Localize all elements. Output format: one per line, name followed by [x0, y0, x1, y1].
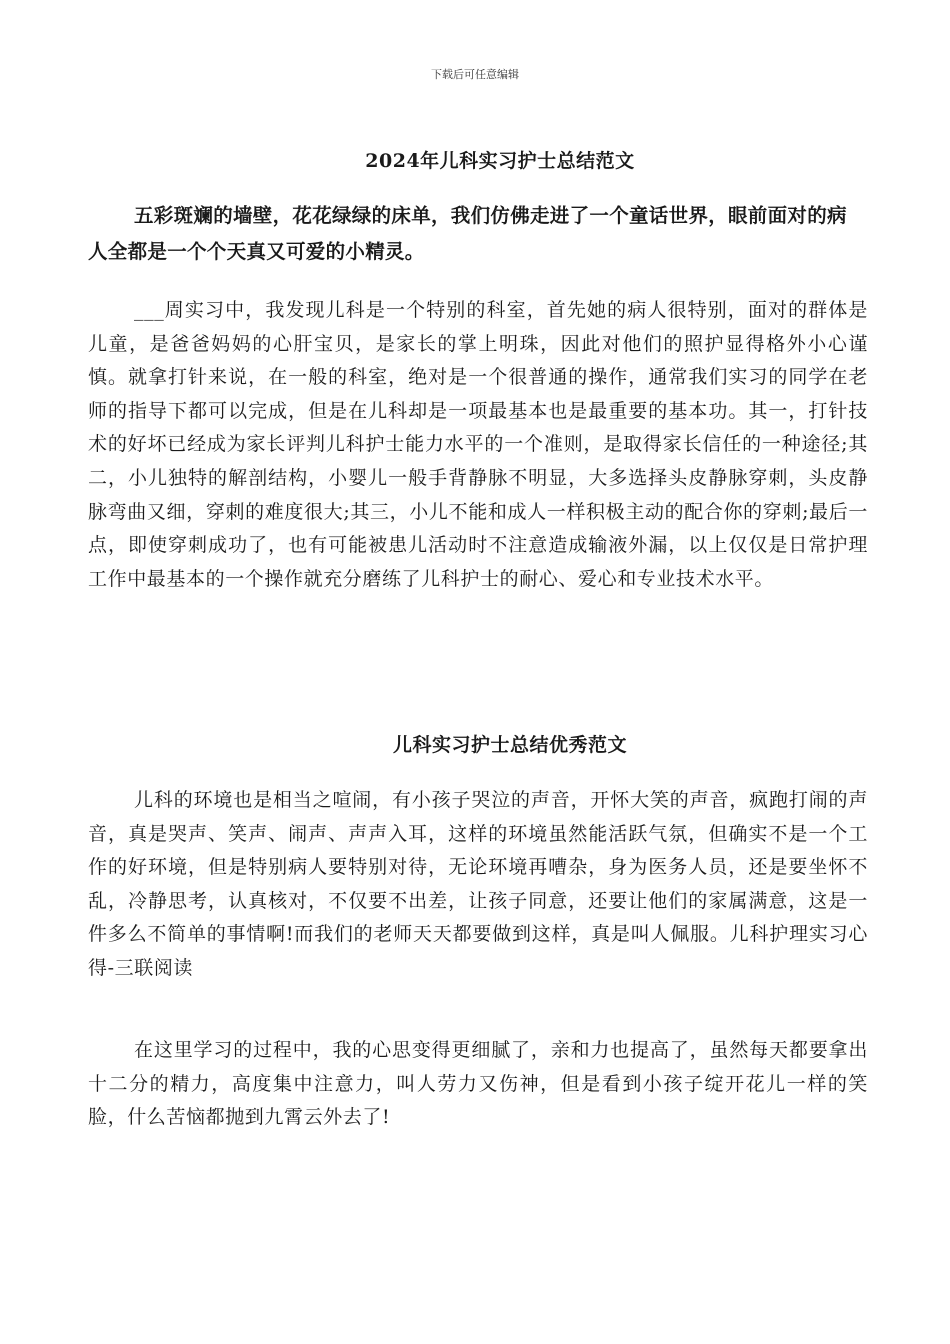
- body-paragraph-2: 儿科的环境也是相当之喧闹，有小孩子哭泣的声音，开怀大笑的声音，疯跑打闹的声音，真是哭声、笑声、闹声、声声入耳，这样的环境虽然能活跃气氛，但确实不是一个工作的好环境，但是特别病人要特别对待，无论环境再嘈杂，身为医务人员，还是要坐怀不乱，冷静思考，认真核对，不仅要不出差，让孩子同意，还要让他们的家属满意，这是一件多么不简单的事情啊!而我们的老师天天都要做到这样，真是叫人佩服。儿科护理实习心得-三联阅读: [88, 789, 868, 979]
- header-note: 下载后可任意编辑: [431, 68, 519, 81]
- document-title: 2024年儿科实习护士总结范文: [365, 150, 635, 172]
- section-subtitle: 儿科实习护士总结优秀范文: [392, 734, 627, 756]
- body-paragraph-3: 在这里学习的过程中，我的心思变得更细腻了，亲和力也提高了，虽然每天都要拿出十二分的精力，高度集中注意力，叫人劳力又伤神，但是看到小孩子绽开花儿一样的笑脸，什么苦恼都抛到九霄云外去了!: [88, 1039, 868, 1129]
- body-paragraph-1: ___周实习中，我发现儿科是一个特别的科室，首先她的病人很特别，面对的群体是儿童，是爸爸妈妈的心肝宝贝，是家长的掌上明珠，因此对他们的照护显得格外小心谨慎。就拿打针来说，在一般的科室，绝对是一个很普通的操作，通常我们实习的同学在老师的指导下都可以完成，但是在儿科却是一项最基本也是最重要的基本功。其一，打针技术的好坏已经成为家长评判儿科护士能力水平的一个准则，是取得家长信任的一种途径;其二，小儿独特的解剖结构，小婴儿一般手背静脉不明显，大多选择头皮静脉穿刺，头皮静脉弯曲又细，穿刺的难度很大;其三，小儿不能和成人一样积极主动的配合你的穿刺;最后一点，即使穿刺成功了，也有可能被患儿活动时不注意造成输液外漏，以上仅仅是日常护理工作中最基本的一个操作就充分磨练了儿科护士的耐心、爱心和专业技术水平。: [88, 299, 868, 590]
- intro-paragraph: 五彩斑斓的墙壁，花花绿绿的床单，我们仿佛走进了一个童话世界，眼前面对的病人全都是一个个天真又可爱的小精灵。: [88, 204, 847, 263]
